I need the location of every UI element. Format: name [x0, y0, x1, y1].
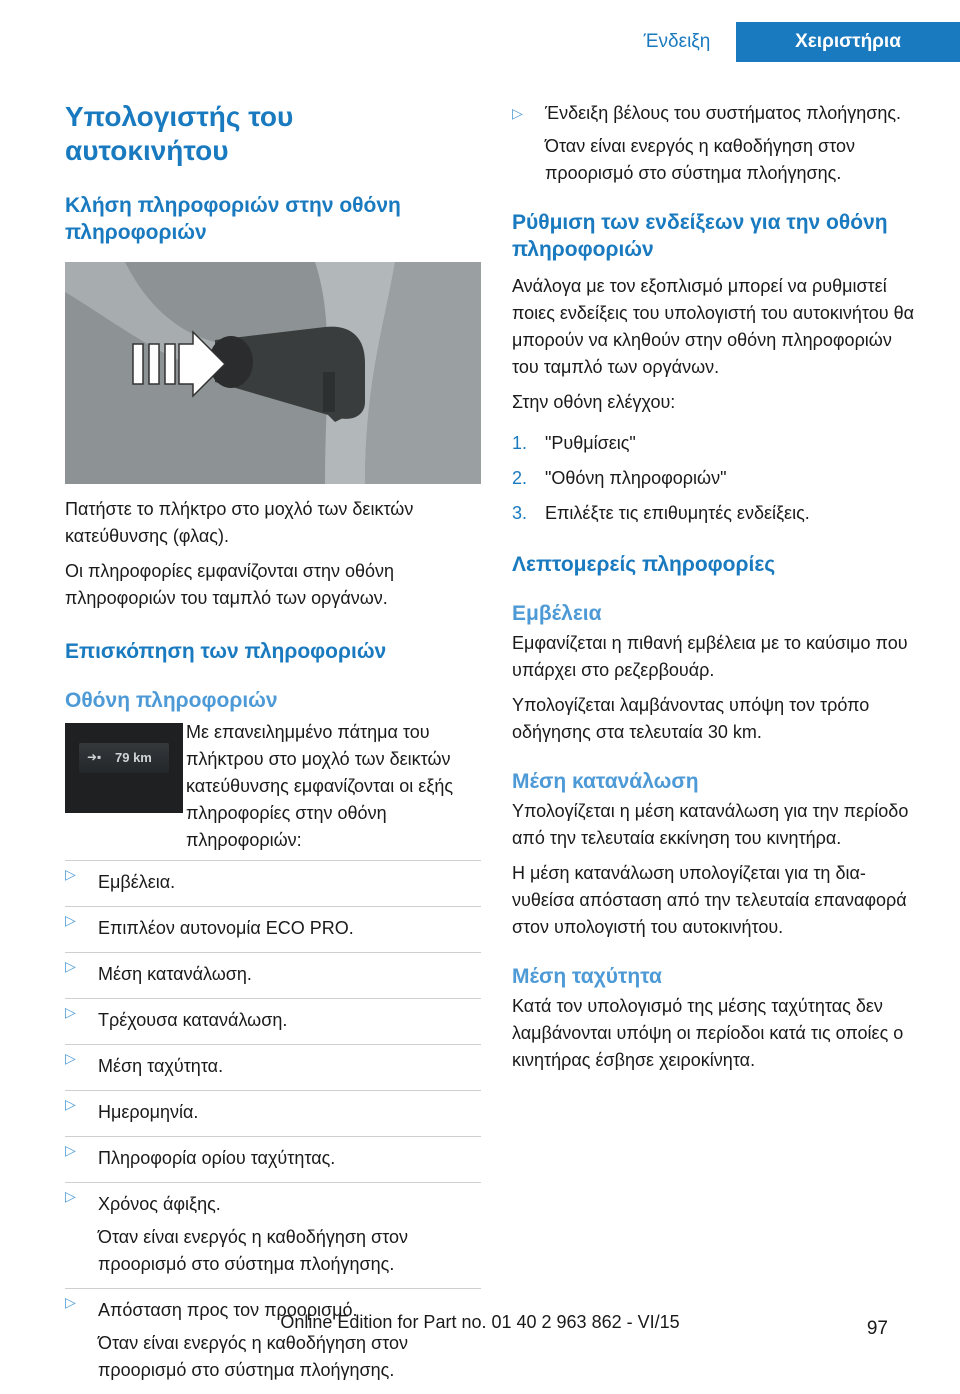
info-list-continued [512, 100, 922, 187]
sub-heading-range: Εμβέλεια [512, 602, 602, 625]
right-column [512, 100, 922, 1074]
list-item: ▷ Ένδειξη βέλους του συστήματος πλοήγησης. Όταν είναι ενεργός η καθοδήγηση στον προορισμό στο σύστημα πλοήγησης. [512, 100, 922, 187]
display-intro-block [65, 719, 481, 854]
triangle-right-icon: ▷ [65, 912, 76, 928]
list-item: ▷ Απόσταση προς τον προορισμό. Όταν είναι ενεργός η καθοδήγηση στον προορισμό στο σύστημα πλοήγησης. [65, 1288, 481, 1384]
section-heading-settings: Ρύθμιση των ενδείξεων για την οθόνη πληροφοριών [512, 211, 888, 261]
settings-steps [512, 430, 922, 527]
list-item-note: Όταν είναι ενεργός η καθοδήγηση στον προορισμό στο σύστημα πλοήγησης. [98, 1333, 408, 1380]
left-column [65, 100, 481, 1394]
section-heading-call-info: Κλήση πληροφοριών στην οθόνη πληροφοριών [65, 194, 401, 244]
tab-controls[interactable]: Χειριστήρια [736, 22, 960, 62]
fuel-pump-icon: ➜▪ [87, 750, 102, 764]
lever-photo [65, 262, 481, 484]
triangle-right-icon: ▷ [65, 958, 76, 974]
footer-edition: Online Edition for Part no. 01 40 2 963 862 - VI/15 [280, 1312, 680, 1332]
paragraph-consumption-2: Η μέση κατανάλωση υπολογίζεται για τη διανυθείσα απόσταση από την τελευταία επαναφορά στον υπολογιστή του αυτοκινήτου. [512, 863, 907, 937]
list-item-note: Όταν είναι ενεργός η καθοδήγηση στον προορισμό στο σύστημα πλοήγησης. [98, 1227, 408, 1274]
list-item: ▷ Μέση κατανάλωση. [65, 952, 481, 988]
paragraph-range-1: Εμφανίζεται η πιθανή εμβέλεια με το καύσιμο που υπάρχει στο ρεζερβουάρ. [512, 633, 908, 680]
paragraph-speed-1: Κατά τον υπολογισμό της μέσης ταχύτητας δεν λαμβάνονται υπόψη οι περίοδοι κατά τις οποίες ο κινητήρας έσβησε χειροκίνητα. [512, 996, 904, 1070]
list-item-note: Όταν είναι ενεργός η καθοδήγηση στον προορισμό στο σύστημα πλοήγησης. [545, 136, 855, 183]
triangle-right-icon: ▷ [65, 1096, 76, 1112]
tab-display[interactable]: Ένδειξη [643, 31, 711, 52]
section-heading-details: Λεπτομερείς πληροφορίες [512, 553, 776, 576]
list-item: ▷ Πληροφορία ορίου ταχύτητας. [65, 1136, 481, 1172]
sub-heading-info-display: Οθόνη πληροφοριών [65, 689, 278, 712]
sub-heading-average-consumption: Μέση κατανάλωση [512, 770, 699, 793]
triangle-right-icon: ▷ [65, 866, 76, 882]
triangle-right-icon: ▷ [512, 105, 523, 121]
page-title: Υπολογιστής του αυτοκινήτου [65, 101, 294, 166]
section-heading-overview: Επισκόπηση των πληροφοριών [65, 640, 387, 663]
step-item: 2. "Οθόνη πληροφοριών" [512, 468, 727, 488]
triangle-right-icon: ▷ [65, 1004, 76, 1020]
paragraph-consumption-1: Υπολογίζεται η μέση κατανάλωση για την περίοδο από την τελευταία εκκίνηση του κινητήρα. [512, 801, 909, 848]
sub-heading-average-speed: Μέση ταχύτητα [512, 965, 662, 988]
paragraph-info-displayed: Οι πληροφορίες εμφανίζονται στην οθόνη πληροφοριών του ταμπλό των οργάνων. [65, 561, 395, 608]
step-item: 1. "Ρυθμίσεις" [512, 433, 636, 453]
info-list [65, 860, 481, 1384]
list-item: ▷ Ημερομηνία. [65, 1090, 481, 1126]
paragraph-control-display: Στην οθόνη ελέγχου: [512, 392, 676, 412]
list-item: ▷ Επιπλέον αυτονομία ECO PRO. [65, 906, 481, 942]
step-item: 3. Επιλέξτε τις επιθυμητές ενδείξεις. [512, 503, 810, 523]
top-navigation [0, 0, 960, 62]
list-item: ▷ Μέση ταχύτητα. [65, 1044, 481, 1080]
triangle-right-icon: ▷ [65, 1294, 76, 1310]
list-item: ▷ Εμβέλεια. [65, 860, 481, 896]
triangle-right-icon: ▷ [65, 1142, 76, 1158]
page-number: 97 [866, 1318, 888, 1339]
list-item: ▷ Τρέχουσα κατανάλωση. [65, 998, 481, 1034]
paragraph-equipment: Ανάλογα με τον εξοπλισμό μπορεί να ρυθμιστεί ποιες ενδείξεις του υπολογιστή του αυτοκινήτου θα μπορούν να κληθούν στην οθόνη πληροφοριών του ταμπλό των οργάνων. [512, 276, 915, 377]
paragraph-repeated-press: Με επανειλημμένο πάτημα του πλήκτρου στο μοχλό των δεικτών κατεύθυνσης εμφανίζονται οι εξής πληροφορίες στην οθόνη πληροφοριών: [186, 722, 454, 850]
paragraph-range-2: Υπολογίζεται λαμβάνοντας υπόψη τον τρόπο οδήγησης στα τελευταία 30 km. [512, 695, 870, 742]
info-display-image [65, 723, 183, 813]
turn-signal-lever-illustration [65, 262, 481, 484]
triangle-right-icon: ▷ [65, 1050, 76, 1066]
paragraph-press-button: Πατήστε το πλήκτρο στο μοχλό των δεικτών κατεύθυνσης (φλας). [65, 499, 414, 546]
list-item: ▷ Χρόνος άφιξης. Όταν είναι ενεργός η καθοδήγηση στον προορισμό στο σύστημα πλοήγησης. [65, 1182, 481, 1278]
display-value: 79 km [115, 750, 152, 765]
triangle-right-icon: ▷ [65, 1188, 76, 1204]
